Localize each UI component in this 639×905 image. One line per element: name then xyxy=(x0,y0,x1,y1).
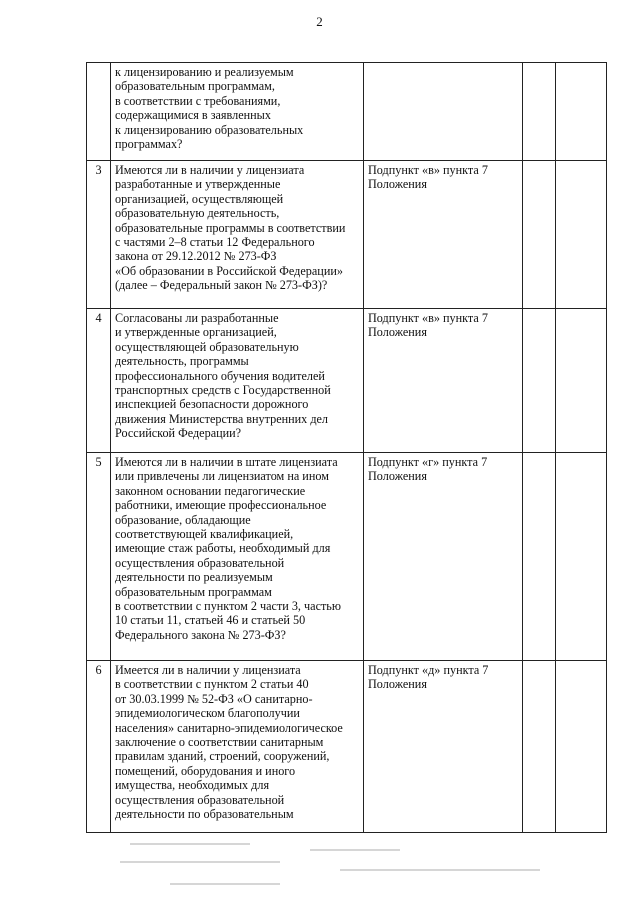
question-line: Имеется ли в наличии у лицензиата xyxy=(115,663,301,677)
question-line: Федерального закона № 273-ФЗ? xyxy=(115,627,286,642)
note-cell[interactable] xyxy=(556,309,607,453)
checklist-body xyxy=(87,63,607,833)
checklist-table xyxy=(86,62,607,833)
reference-line: Подпункт «д» пункта 7 xyxy=(368,663,489,677)
question-line: в соответствии с пунктом 2 статьи 40 xyxy=(115,677,309,692)
question-line: работники, имеющие профессиональное xyxy=(115,498,327,513)
question-line: разработанные и утвержденные xyxy=(115,177,281,192)
reference-line: Подпункт «г» пункта 7 xyxy=(368,455,488,469)
question-line: деятельности по образовательным xyxy=(115,807,294,822)
question-line: в соответствии с пунктом 2 части 3, частью xyxy=(115,599,341,614)
question-line: населения» санитарно-эпидемиологическое xyxy=(115,720,343,735)
question-line: инспекцией безопасности дорожного xyxy=(115,397,309,412)
question-line: образовательную деятельность, xyxy=(115,206,280,221)
table-row xyxy=(87,161,607,309)
reference-cell xyxy=(364,309,523,453)
question-line: образовательным программам, xyxy=(115,79,275,94)
question-line: Согласованы ли разработанные xyxy=(115,311,279,325)
question-line: от 30.03.1999 № 52-ФЗ «О санитарно- xyxy=(115,691,313,706)
question-line: профессионального обучения водителей xyxy=(115,368,325,383)
reference-cell xyxy=(364,161,523,309)
reference-line: Положения xyxy=(368,677,427,692)
scan-artifacts xyxy=(110,835,610,895)
page-number: 2 xyxy=(316,14,323,29)
question-line: имеющие стаж работы, необходимый для xyxy=(115,541,331,556)
table-row xyxy=(87,661,607,833)
answer-cell[interactable] xyxy=(523,161,556,309)
question-line: транспортных средств с Государственной xyxy=(115,383,331,398)
reference-cell xyxy=(364,453,523,661)
question-line: законном основании педагогические xyxy=(115,483,306,498)
question-line: организацией, осуществляющей xyxy=(115,191,284,206)
reference-line: Подпункт «в» пункта 7 xyxy=(368,163,488,177)
reference-cell xyxy=(364,661,523,833)
question-line: образование, обладающие xyxy=(115,512,251,527)
table-row xyxy=(87,63,607,161)
reference-cell xyxy=(364,63,523,161)
question-line: «Об образовании в Российской Федерации» xyxy=(115,263,343,278)
question-line: к лицензированию и реализуемым xyxy=(115,65,294,79)
question-line: (далее – Федеральный закон № 273-ФЗ)? xyxy=(115,278,328,293)
question-line: закона от 29.12.2012 № 273-ФЗ xyxy=(115,249,277,264)
table-row xyxy=(87,309,607,453)
question-line: Российской Федерации? xyxy=(115,426,242,441)
question-line: Имеются ли в наличии у лицензиата xyxy=(115,163,305,177)
answer-cell[interactable] xyxy=(523,309,556,453)
note-cell[interactable] xyxy=(556,453,607,661)
question-line: с частями 2–8 статьи 12 Федерального xyxy=(115,235,315,250)
question-line: помещений, оборудования и иного xyxy=(115,763,296,778)
question-cell xyxy=(111,453,364,661)
question-line: соответствующей квалификацией, xyxy=(115,527,294,542)
answer-cell[interactable] xyxy=(523,63,556,161)
question-cell xyxy=(111,161,364,309)
question-line: осуществления образовательной xyxy=(115,792,285,807)
question-line: деятельности по реализуемым xyxy=(115,570,273,585)
question-cell xyxy=(111,309,364,453)
question-cell xyxy=(111,63,364,161)
table-row xyxy=(87,453,607,661)
question-line: осуществления образовательной xyxy=(115,555,285,570)
question-line: движения Министерства внутренних дел xyxy=(115,411,329,426)
question-line: имущества, необходимых для xyxy=(115,778,270,793)
question-line: или привлечены ли лицензиатом на ином xyxy=(115,469,329,484)
answer-cell[interactable] xyxy=(523,661,556,833)
question-line: содержащимися в заявленных xyxy=(115,108,271,123)
question-line: осуществляющей образовательную xyxy=(115,339,299,354)
question-line: образовательные программы в соответствии xyxy=(115,220,346,235)
question-cell xyxy=(111,661,364,833)
question-line: программах? xyxy=(115,137,183,152)
row-number: 4 xyxy=(87,309,111,453)
note-cell[interactable] xyxy=(556,63,607,161)
note-cell[interactable] xyxy=(556,161,607,309)
row-number: 5 xyxy=(87,453,111,661)
reference-line: Положения xyxy=(368,469,427,484)
question-line: и утвержденные организацией, xyxy=(115,325,277,340)
question-line: в соответствии с требованиями, xyxy=(115,93,281,108)
reference-line: Подпункт «в» пункта 7 xyxy=(368,311,488,325)
question-line: образовательным программам xyxy=(115,584,272,599)
answer-cell[interactable] xyxy=(523,453,556,661)
row-number: 6 xyxy=(87,661,111,833)
question-line: эпидемиологическом благополучии xyxy=(115,706,300,721)
question-line: заключение о соответствии санитарным xyxy=(115,735,324,750)
question-line: Имеются ли в наличии в штате лицензиата xyxy=(115,455,338,469)
row-number xyxy=(87,63,111,161)
reference-line: Положения xyxy=(368,325,427,340)
question-line: к лицензированию образовательных xyxy=(115,122,304,137)
reference-line: Положения xyxy=(368,177,427,192)
question-line: правилам зданий, строений, сооружений, xyxy=(115,749,330,764)
question-line: деятельность, программы xyxy=(115,354,249,369)
note-cell[interactable] xyxy=(556,661,607,833)
question-line: 10 статьи 11, статьей 46 и статьей 50 xyxy=(115,613,306,628)
row-number: 3 xyxy=(87,161,111,309)
